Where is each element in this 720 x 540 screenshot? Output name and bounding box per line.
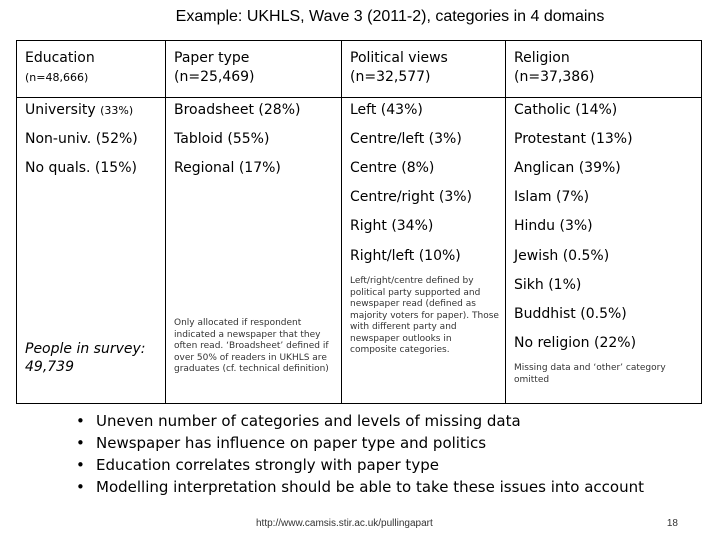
- political-row: Centre/left (3%): [350, 131, 462, 147]
- political-views-column: [341, 41, 505, 403]
- religion-column: [505, 41, 701, 403]
- education-row: Non-univ. (52%): [25, 131, 138, 147]
- religion-row: Sikh (1%): [514, 277, 582, 293]
- religion-note: Missing data and ‘other’ category omitted: [514, 363, 666, 385]
- people-in-survey: People in survey: 49,739: [25, 341, 146, 375]
- bullet-list: [76, 410, 644, 498]
- education-header: Education (n=48,666): [25, 50, 95, 84]
- paper-type-row: Regional (17%): [174, 160, 281, 176]
- religion-row: Islam (7%): [514, 189, 590, 205]
- religion-row: Catholic (14%): [514, 102, 618, 118]
- religion-row: Buddhist (0.5%): [514, 306, 627, 322]
- political-row: Right/left (10%): [350, 248, 461, 264]
- bullet-item: • Newspaper has influence on paper type and politics: [76, 432, 644, 454]
- education-row: University (33%): [25, 102, 134, 118]
- page-number: 18: [666, 518, 678, 529]
- bullet-item: • Modelling interpretation should be able to take these issues into account: [76, 476, 644, 498]
- religion-row: Anglican (39%): [514, 160, 621, 176]
- paper-type-row: Broadsheet (28%): [174, 102, 301, 118]
- political-row: Left (43%): [350, 102, 423, 118]
- paper-type-header: Paper type (n=25,469): [174, 50, 255, 85]
- bullet-item: • Education correlates strongly with paper type: [76, 454, 644, 476]
- religion-row: Protestant (13%): [514, 131, 633, 147]
- categories-table: [16, 40, 702, 404]
- political-note: Left/right/centre defined by political party supported and newspaper read (defined as majority voters for paper). Those with different party and newspaper outlooks in composite categories.: [350, 276, 499, 355]
- political-row: Centre/right (3%): [350, 189, 473, 205]
- footer-url[interactable]: http://www.camsis.stir.ac.uk/pullingapart: [256, 518, 433, 529]
- religion-row: No religion (22%): [514, 335, 637, 351]
- political-views-header: Political views (n=32,577): [350, 50, 448, 85]
- political-row: Right (34%): [350, 218, 434, 234]
- paper-type-column: [165, 41, 341, 403]
- paper-type-row: Tabloid (55%): [174, 131, 270, 147]
- slide-title: Example: UKHLS, Wave 3 (2011-2), categories in 4 domains: [175, 8, 605, 25]
- religion-row: Hindu (3%): [514, 218, 593, 234]
- bullet-item: • Uneven number of categories and levels of missing data: [76, 410, 644, 432]
- religion-header: Religion (n=37,386): [514, 50, 595, 85]
- education-column: [17, 41, 165, 403]
- political-row: Centre (8%): [350, 160, 435, 176]
- paper-type-note: Only allocated if respondent indicated a newspaper that they often read. ‘Broadsheet’ defined if over 50% of readers in UKHLS are graduates (cf. technical definition): [174, 318, 329, 374]
- education-row: No quals. (15%): [25, 160, 137, 176]
- religion-row: Jewish (0.5%): [514, 248, 610, 264]
